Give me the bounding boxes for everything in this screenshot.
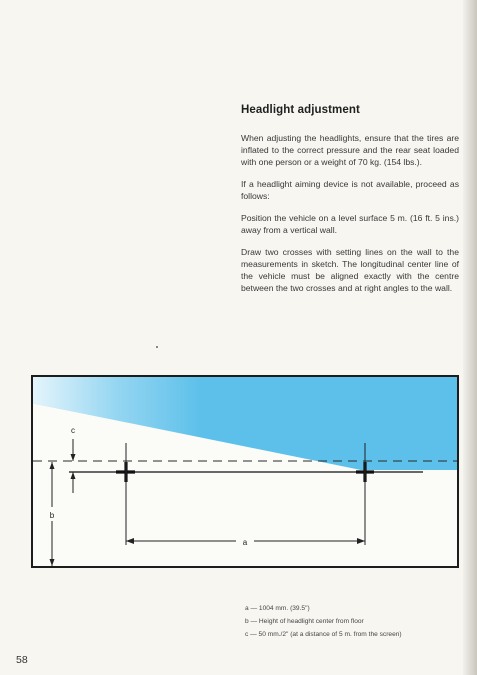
dimension-b-label: b [49,511,55,520]
paragraph-no-aiming-device: If a headlight aiming device is not available, proceed as follows: [241,179,459,201]
dimension-a-label: a [242,538,248,547]
diagram-legend [245,602,402,641]
legend-item-c: c — 50 mm./2" (at a distance of 5 m. from the screen) [245,631,402,638]
page-heading: Headlight adjustment [241,104,360,116]
page-edge [463,0,477,675]
paragraph-position-vehicle: Position the vehicle on a level surface 5 m. (16 ft. 5 ins.) away from a vertical wall. [241,213,459,235]
page-number: 58 [16,654,28,666]
headlight-aiming-diagram [31,375,459,568]
paragraph-tires: When adjusting the headlights, ensure that the tires are inflated to the correct pressure and the rear seat loaded with one person or a weight of 70 kg. (154 lbs.). [241,133,459,167]
text-block [241,104,459,304]
dimension-c-label: c [71,426,75,435]
paragraph-draw-crosses: Draw two crosses with setting lines on the wall to the measurements in sketch. The longitudinal center line of the vehicle must be aligned exactly with the centre between the two crosses and at right angles to the wall. [241,247,459,293]
legend-item-a: a — 1004 mm. (39.5") [245,605,310,612]
legend-item-b: b — Height of headlight center from floor [245,618,364,625]
stray-dot [156,346,158,348]
